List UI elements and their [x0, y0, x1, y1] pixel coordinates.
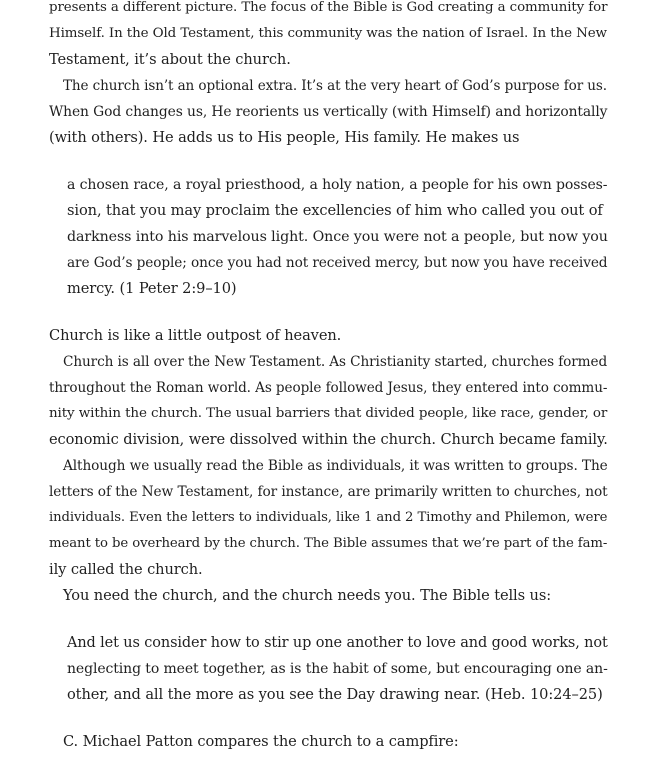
quote-line: are God’s people; once you had not received mercy, but now you have received	[67, 255, 608, 271]
text-line: meant to be overheard by the church. The Bible assumes that we’re part of the fam-	[49, 536, 608, 551]
text-line: You need the church, and the church needs you. The Bible tells us:	[63, 587, 552, 604]
text-line: C. Michael Patton compares the church to a campfire:	[63, 733, 459, 750]
text-line: individuals. Even the letters to individuals, like 1 and 2 Timothy and Philemon, were	[49, 510, 608, 525]
paragraph	[49, 0, 611, 73]
text-line: economic division, were dissolved within the church. Church became family.	[49, 431, 608, 448]
paragraph	[49, 323, 611, 349]
block-quote	[49, 630, 611, 708]
text-line: Although we usually read the Bible as individuals, it was written to groups. The	[63, 458, 608, 474]
text-line: Church is like a little outpost of heaven.	[49, 327, 342, 344]
paragraph	[49, 729, 611, 755]
text-line: throughout the Roman world. As people followed Jesus, they entered into commu-	[49, 380, 608, 396]
quote-line: darkness into his marvelous light. Once you were not a people, but now you	[67, 229, 608, 245]
quote-line: And let us consider how to stir up one another to love and good works, not	[67, 635, 608, 651]
text-line: Church is all over the New Testament. As Christianity started, churches formed	[63, 354, 608, 370]
text-line: nity within the church. The usual barriers that divided people, like race, gender, or	[49, 406, 608, 421]
text-line: (with others). He adds us to His people, His family. He makes us	[49, 129, 520, 146]
spacer	[49, 302, 611, 323]
quote-line: a chosen race, a royal priesthood, a holy nation, a people for his own posses-	[67, 177, 608, 193]
text-line: When God changes us, He reorients us vertically (with Himself) and horizontally	[49, 104, 608, 120]
block-quote	[49, 172, 611, 302]
quote-line: sion, that you may proclaim the excellencies of him who called you out of	[67, 202, 603, 219]
paragraph	[49, 73, 611, 151]
text-line: Himself. In the Old Testament, this community was the nation of Israel. In the New	[49, 26, 607, 41]
quote-line: mercy. (1 Peter 2:9–10)	[67, 280, 237, 297]
text-line: Testament, it’s about the church.	[49, 51, 291, 68]
paragraph	[49, 349, 611, 453]
quote-line: other, and all the more as you see the Day drawing near. (Heb. 10:24–25)	[67, 686, 603, 703]
text-line: presents a different picture. The focus of the Bible is God creating a community for	[49, 0, 608, 15]
book-page	[49, 0, 611, 755]
quote-line: neglecting to meet together, as is the habit of some, but encouraging one an-	[67, 661, 608, 677]
spacer	[49, 609, 611, 630]
text-line: The church isn’t an optional extra. It’s at the very heart of God’s purpose for us.	[63, 78, 607, 94]
paragraph	[49, 583, 611, 609]
spacer	[49, 151, 611, 172]
text-line: ily called the church.	[49, 561, 203, 578]
text-line: letters of the New Testament, for instance, are primarily written to churches, not	[49, 484, 608, 500]
spacer	[49, 708, 611, 729]
paragraph	[49, 453, 611, 583]
